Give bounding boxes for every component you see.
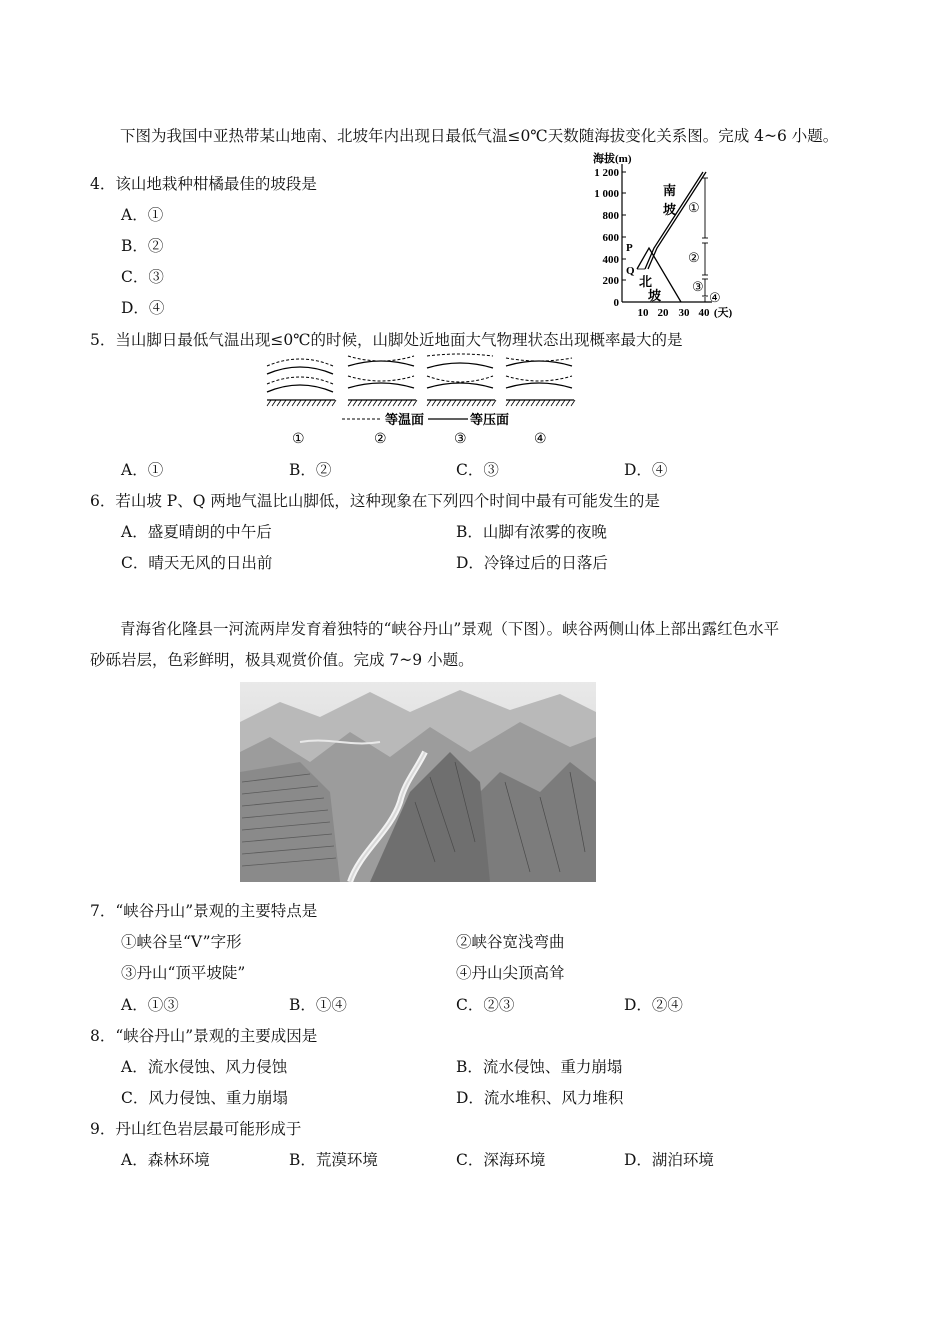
point-q: Q [626, 265, 635, 277]
q4-option-c[interactable]: C．③ [121, 268, 164, 286]
q7-item-4: ④丹山尖顶高耸 [456, 964, 565, 982]
ground-hatch-line [526, 400, 530, 406]
label-north-1: 北 [639, 274, 653, 289]
q6-option-c[interactable]: C．晴天无风的日出前 [121, 554, 273, 572]
ground-hatch-line [282, 400, 286, 406]
ground-hatch-line [506, 400, 510, 406]
ground-hatch-line [363, 400, 367, 406]
ground-hatch-line [383, 400, 387, 406]
q7-option-a[interactable]: A．①③ [121, 996, 179, 1014]
q8-option-c[interactable]: C．风力侵蚀、重力崩塌 [121, 1089, 288, 1107]
q5-option-a[interactable]: A．① [121, 461, 164, 479]
ground-hatch-line [442, 400, 446, 406]
ground-hatch-line [388, 400, 392, 406]
q6-option-d[interactable]: D．冷锋过后的日落后 [456, 554, 608, 572]
ground-hatch-line [312, 400, 316, 406]
ground-hatch-line [487, 400, 491, 406]
ground-hatch-line [457, 400, 461, 406]
legend-iso-press: 等压面 [470, 412, 510, 427]
ground-hatch-line [348, 400, 352, 406]
ground-hatch-line [427, 400, 431, 406]
label-south-2: 坡 [663, 202, 677, 217]
ground-hatch-line [353, 400, 357, 406]
isobaric-isothermal-diagram [262, 352, 582, 452]
ground-hatch-line [511, 400, 515, 406]
ytick-1000: 1 000 [594, 188, 619, 200]
ytick-400: 400 [602, 254, 619, 266]
ground-hatch-line [292, 400, 296, 406]
ground-hatch-line [408, 400, 412, 406]
ground-hatch-line [272, 400, 276, 406]
ground-hatch-line [447, 400, 451, 406]
ground-hatch-line [267, 400, 271, 406]
panel-1 [267, 359, 335, 400]
xtick-20: 20 [657, 307, 669, 319]
panel-label-4: ④ [534, 432, 547, 447]
xunit: (天) [713, 307, 733, 319]
question-4-stem: 4．该山地栽种柑橘最佳的坡段是 [90, 175, 317, 193]
question-6-stem: 6．若山坡 P、Q 两地气温比山脚低，这种现象在下列四个时间中最有可能发生的是 [90, 492, 660, 510]
ground-hatch-line [561, 400, 565, 406]
q6-option-b[interactable]: B．山脚有浓雾的夜晚 [456, 523, 607, 541]
ytick-0: 0 [613, 297, 619, 309]
ground-hatch-line [477, 400, 481, 406]
ground-hatch-line [327, 400, 331, 406]
xtick-40: 40 [698, 307, 710, 319]
ground-hatch-line [322, 400, 326, 406]
ground-hatch-line [541, 400, 545, 406]
q7-item-3: ③丹山“顶平坡陡” [121, 964, 246, 982]
panel-label-1: ① [292, 432, 305, 447]
ground-hatch-line [566, 400, 570, 406]
q4-option-b[interactable]: B．② [121, 237, 164, 255]
question-8-stem: 8．“峡谷丹山”景观的主要成因是 [90, 1027, 318, 1045]
ground-hatch-line [462, 400, 466, 406]
ground-hatch-line [373, 400, 377, 406]
label-north-2: 坡 [648, 288, 662, 303]
ground-hatch-line [521, 400, 525, 406]
ground-hatch-line [332, 400, 336, 406]
q7-option-c[interactable]: C．②③ [456, 996, 515, 1014]
point-p: P [626, 242, 633, 254]
panel-label-3: ③ [454, 432, 467, 447]
ground-hatch-line [398, 400, 402, 406]
ground-hatch-line [437, 400, 441, 406]
segment-1-label: ① [688, 200, 700, 215]
ytick-1200: 1 200 [594, 167, 619, 179]
q9-option-a[interactable]: A．森林环境 [121, 1151, 210, 1169]
chart-ylabel: 海拔(m) [593, 153, 632, 165]
q9-option-c[interactable]: C．深海环境 [456, 1151, 546, 1169]
q5-option-c[interactable]: C．③ [456, 461, 499, 479]
ground-hatch-line [531, 400, 535, 406]
ground-hatch-line [516, 400, 520, 406]
ground-hatch-line [393, 400, 397, 406]
q9-option-b[interactable]: B．荒漠环境 [289, 1151, 378, 1169]
q6-option-a[interactable]: A．盛夏晴朗的中午后 [121, 523, 272, 541]
ground-hatch-line [413, 400, 417, 406]
question-5-stem: 5．当山脚日最低气温出现≤0℃的时候，山脚处近地面大气物理状态出现概率最大的是 [90, 331, 683, 349]
panel-2 [348, 356, 416, 400]
label-south-1: 南 [663, 183, 677, 198]
xtick-30: 30 [678, 307, 690, 319]
q8-option-a[interactable]: A．流水侵蚀、风力侵蚀 [121, 1058, 288, 1076]
xtick-10: 10 [637, 307, 649, 319]
ground-hatch-line [452, 400, 456, 406]
intro-paragraph-1: 下图为我国中亚热带某山地南、北坡年内出现日最低气温≤0℃天数随海拔变化关系图。完成 4~6 小题。 [120, 127, 839, 145]
ground-hatch-line [378, 400, 382, 406]
q5-option-b[interactable]: B．② [289, 461, 332, 479]
q7-item-1: ①峡谷呈“V”字形 [121, 933, 242, 951]
panel-3 [427, 354, 495, 400]
ground-hatch-line [368, 400, 372, 406]
intro-paragraph-2-line-2: 砂砾岩层，色彩鲜明，极具观赏价值。完成 7~9 小题。 [90, 651, 474, 669]
ytick-600: 600 [602, 232, 619, 244]
q4-option-d[interactable]: D．④ [121, 299, 165, 317]
question-9-stem: 9．丹山红色岩层最可能形成于 [90, 1120, 302, 1138]
panel-label-2: ② [374, 432, 387, 447]
canyon-danshan-photo [240, 682, 596, 882]
q7-option-b[interactable]: B．①④ [289, 996, 347, 1014]
ground-hatch-line [358, 400, 362, 406]
segment-3-label: ③ [692, 279, 704, 294]
ground-hatch-line [307, 400, 311, 406]
q5-option-d[interactable]: D．④ [624, 461, 668, 479]
ground-hatch-line [482, 400, 486, 406]
ground-hatch-line [492, 400, 496, 406]
ground-hatch-line [546, 400, 550, 406]
q8-option-b[interactable]: B．流水侵蚀、重力崩塌 [456, 1058, 623, 1076]
ground-hatch-line [432, 400, 436, 406]
q7-option-d[interactable]: D．②④ [624, 996, 683, 1014]
ytick-200: 200 [602, 275, 619, 287]
ground-hatch-line [551, 400, 555, 406]
ground-hatch-line [403, 400, 407, 406]
ground-hatch-line [467, 400, 471, 406]
segment-2-label: ② [688, 250, 700, 265]
ground-hatch-line [472, 400, 476, 406]
ground-hatch-line [297, 400, 301, 406]
panel-4 [506, 358, 574, 400]
ground-hatch-line [571, 400, 575, 406]
q8-option-d[interactable]: D．流水堆积、风力堆积 [456, 1089, 624, 1107]
ground-hatch-line [317, 400, 321, 406]
ytick-800: 800 [602, 210, 619, 222]
q4-option-a[interactable]: A．① [121, 206, 164, 224]
ground-hatch-line [536, 400, 540, 406]
ground-hatch-line [287, 400, 291, 406]
ground-hatch-line [302, 400, 306, 406]
segment-4-label: ④ [709, 290, 721, 305]
altitude-frost-days-chart [588, 150, 738, 322]
intro-paragraph-2-line-1: 青海省化隆县一河流两岸发育着独特的“峡谷丹山”景观（下图）。峡谷两侧山体上部出露红色水平 [120, 620, 780, 638]
q7-item-2: ②峡谷宽浅弯曲 [456, 933, 565, 951]
ground-hatch-line [277, 400, 281, 406]
question-7-stem: 7．“峡谷丹山”景观的主要特点是 [90, 902, 318, 920]
ground-hatch-line [556, 400, 560, 406]
q9-option-d[interactable]: D．湖泊环境 [624, 1151, 714, 1169]
legend-iso-temp: 等温面 [385, 412, 425, 427]
